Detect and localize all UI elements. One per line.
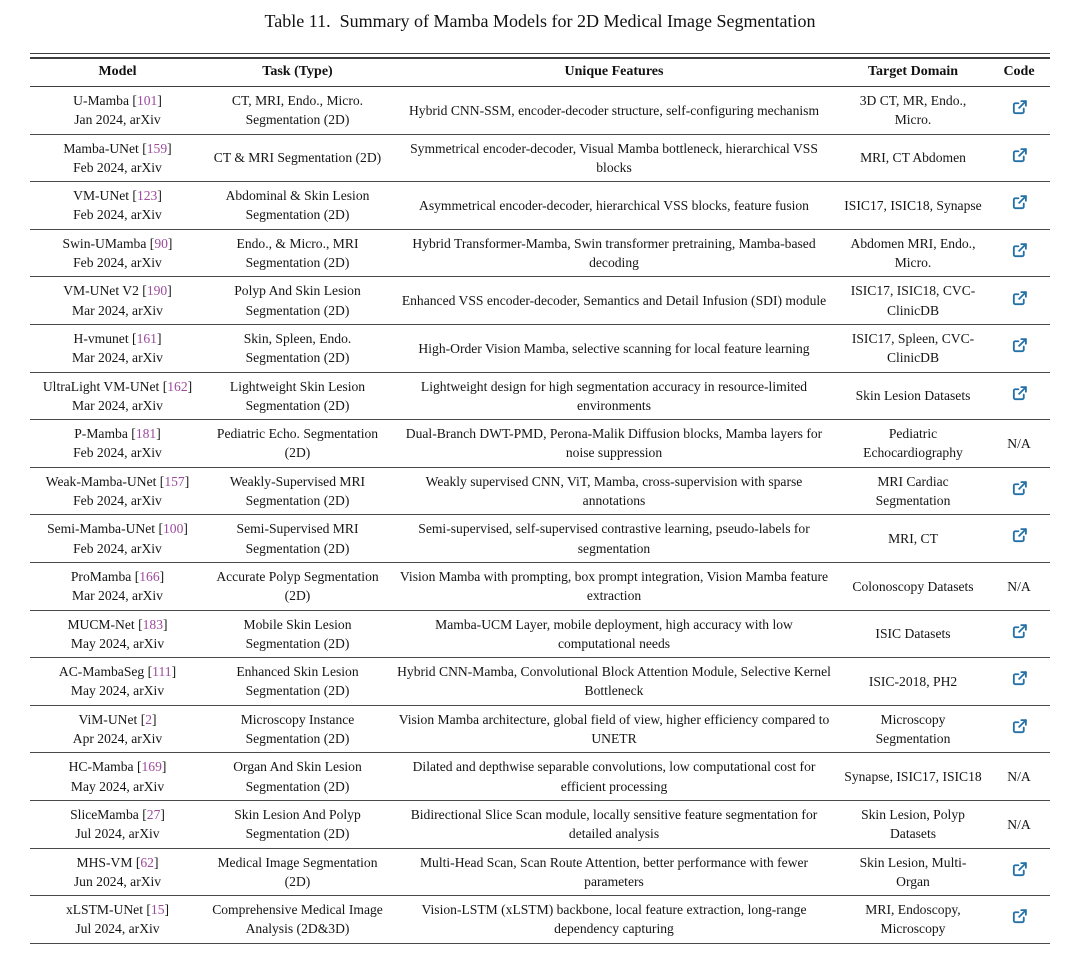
model-name: ProMamba [70,568,132,584]
model-name: ViM-UNet [78,711,138,727]
external-link-icon [1011,908,1028,925]
model-date: Jan 2024, arXiv [74,112,161,128]
code-link[interactable] [1011,480,1028,497]
model-title-line [36,91,199,110]
task-cell: Endo., & Micro., MRI Segmentation (2D) [205,229,390,277]
citation: [183] [138,616,168,632]
features-cell: Dual-Branch DWT-PMD, Perona-Malik Diffusion blocks, Mamba layers for noise suppression [390,420,838,468]
code-link[interactable] [1011,290,1028,307]
citation-number[interactable]: 111 [152,664,172,680]
table-row [30,800,1050,848]
model-title-line [36,710,199,729]
model-name: UltraLight VM-UNet [42,378,160,394]
model-title-line [36,472,199,491]
model-name: VM-UNet V2 [63,283,139,299]
citation-number[interactable]: 166 [139,568,160,584]
model-name: AC-MambaSeg [58,664,145,680]
external-link-icon [1011,385,1028,402]
summary-table [30,57,1050,944]
model-date: May 2024, arXiv [70,778,165,794]
code-link[interactable] [1011,861,1028,878]
citation: [166] [134,568,165,584]
model-title-line [36,805,199,824]
model-date: May 2024, arXiv [70,635,165,651]
task-cell: CT & MRI Segmentation (2D) [205,134,390,182]
task-cell: Weakly-Supervised MRI Segmentation (2D) [205,467,390,515]
table-row [30,562,1050,610]
citation-number[interactable]: 15 [150,902,165,918]
citation: [90] [149,235,173,251]
external-link-icon [1011,480,1028,497]
model-date: Apr 2024, arXiv [72,731,163,747]
domain-cell: ISIC-2018, PH2 [838,658,988,706]
task-cell: Lightweight Skin Lesion Segmentation (2D) [205,372,390,420]
model-title-line [36,424,199,443]
citation-number[interactable]: 159 [146,140,168,156]
features-cell: Vision Mamba with prompting, box prompt integration, Vision Mamba feature extraction [390,562,838,610]
model-name: HC-Mamba [68,759,134,775]
code-cell [988,277,1050,325]
domain-cell: MRI, CT Abdomen [838,134,988,182]
model-title-line [36,186,199,205]
task-cell: Medical Image Segmentation (2D) [205,848,390,896]
code-cell [988,134,1050,182]
domain-cell: 3D CT, MR, Endo., Micro. [838,87,988,135]
model-name: H-vmunet [73,330,129,346]
model-cell [30,562,205,610]
model-title-line [36,139,199,158]
task-cell: CT, MRI, Endo., Micro. Segmentation (2D) [205,87,390,135]
task-cell: Mobile Skin Lesion Segmentation (2D) [205,610,390,658]
features-cell: Semi-supervised, self-supervised contrastive learning, pseudo-labels for segmentation [390,515,838,563]
citation: [169] [136,759,167,775]
code-cell [988,372,1050,420]
model-title-line [36,519,199,538]
model-date: Jun 2024, arXiv [73,873,162,889]
external-link-icon [1011,623,1028,640]
citation: [62] [135,854,159,870]
code-na-label: N/A [1007,816,1031,832]
code-cell [988,610,1050,658]
code-link[interactable] [1011,99,1028,116]
model-cell [30,753,205,801]
code-cell [988,800,1050,848]
citation-number[interactable]: 161 [136,330,157,346]
model-date: Mar 2024, arXiv [72,350,163,366]
model-title-line [36,567,199,586]
table-row [30,753,1050,801]
code-na-label: N/A [1007,435,1031,451]
features-cell: Vision Mamba architecture, global field of view, higher efficiency compared to UNETR [390,705,838,753]
citation-number[interactable]: 181 [135,426,157,442]
citation-number[interactable]: 169 [141,759,162,775]
model-date: Feb 2024, arXiv [73,445,162,461]
model-date: Feb 2024, arXiv [73,255,162,271]
features-cell: Symmetrical encoder-decoder, Visual Mamba bottleneck, hierarchical VSS blocks [390,134,838,182]
code-link[interactable] [1011,670,1028,687]
code-link[interactable] [1011,527,1028,544]
model-name: xLSTM-UNet [65,902,143,918]
citation-number[interactable]: 123 [136,188,158,204]
model-title-line [36,853,199,872]
code-cell [988,658,1050,706]
features-cell: Asymmetrical encoder-decoder, hierarchical VSS blocks, feature fusion [390,182,838,230]
citation-number[interactable]: 2 [145,711,153,727]
features-cell: Mamba-UCM Layer, mobile deployment, high accuracy with low computational needs [390,610,838,658]
table-row [30,277,1050,325]
code-cell [988,87,1050,135]
domain-cell: ISIC17, ISIC18, CVC-ClinicDB [838,277,988,325]
external-link-icon [1011,242,1028,259]
code-cell [988,515,1050,563]
citation: [111] [147,664,177,680]
features-cell: Multi-Head Scan, Scan Route Attention, better performance with fewer parameters [390,848,838,896]
features-cell: Hybrid CNN-SSM, encoder-decoder structure, self-configuring mechanism [390,87,838,135]
table-row [30,848,1050,896]
model-name: U-Mamba [73,93,129,108]
task-cell: Skin, Spleen, Endo. Segmentation (2D) [205,324,390,372]
model-cell [30,800,205,848]
table-row [30,134,1050,182]
model-title-line [36,234,199,253]
model-cell [30,372,205,420]
model-date: Mar 2024, arXiv [72,588,163,604]
code-cell [988,848,1050,896]
code-cell [988,182,1050,230]
model-date: Feb 2024, arXiv [73,540,162,556]
model-title-line [36,329,199,348]
task-cell: Comprehensive Medical Image Analysis (2D&3D) [205,896,390,944]
model-name: SliceMamba [70,806,139,822]
citation: [15] [146,902,170,918]
model-title-line [36,662,199,681]
table-row [30,515,1050,563]
model-date: Feb 2024, arXiv [73,493,162,509]
domain-cell: Microscopy Segmentation [838,705,988,753]
table-body [30,87,1050,944]
task-cell: Accurate Polyp Segmentation (2D) [205,562,390,610]
code-na-label: N/A [1007,578,1031,594]
domain-cell: ISIC17, Spleen, CVC-ClinicDB [838,324,988,372]
table-row [30,610,1050,658]
citation-number[interactable]: 90 [154,235,168,251]
features-cell: Enhanced VSS encoder-decoder, Semantics and Detail Infusion (SDI) module [390,277,838,325]
table-row [30,229,1050,277]
header-code: Code [988,58,1050,87]
model-cell [30,848,205,896]
features-cell: Dilated and depthwise separable convolutions, low computational cost for efficient processing [390,753,838,801]
model-title-line [36,281,199,300]
header-unique-features: Unique Features [390,58,838,87]
model-name: Swin-UMamba [62,235,147,251]
citation-number[interactable]: 183 [142,616,163,632]
domain-cell: ISIC17, ISIC18, Synapse [838,182,988,230]
task-cell: Organ And Skin Lesion Segmentation (2D) [205,753,390,801]
external-link-icon [1011,670,1028,687]
task-cell: Abdominal & Skin Lesion Segmentation (2D) [205,182,390,230]
table-row [30,324,1050,372]
task-cell: Skin Lesion And Polyp Segmentation (2D) [205,800,390,848]
code-link[interactable] [1011,147,1028,164]
model-cell [30,324,205,372]
domain-cell: ISIC Datasets [838,610,988,658]
domain-cell: Abdomen MRI, Endo., Micro. [838,229,988,277]
model-name: Weak-Mamba-UNet [45,473,157,489]
external-link-icon [1011,337,1028,354]
model-date: Mar 2024, arXiv [72,302,163,318]
header-model: Model [30,58,205,87]
features-cell: High-Order Vision Mamba, selective scanning for local feature learning [390,324,838,372]
model-title-line [36,377,199,396]
model-cell [30,87,205,135]
code-link[interactable] [1011,242,1028,259]
table-row [30,705,1050,753]
external-link-icon [1011,861,1028,878]
model-name: P-Mamba [74,426,128,442]
summary-table-container [30,53,1050,944]
code-na-label: N/A [1007,768,1031,784]
model-cell [30,182,205,230]
citation: [181] [131,426,161,442]
table-row [30,87,1050,135]
code-link[interactable] [1011,623,1028,640]
model-name: MUCM-Net [67,616,135,632]
citation-number[interactable]: 162 [167,378,188,394]
table-row [30,658,1050,706]
domain-cell: Skin Lesion Datasets [838,372,988,420]
citation-number[interactable]: 101 [136,93,158,108]
model-cell [30,658,205,706]
model-name: Semi-Mamba-UNet [47,521,156,537]
model-cell [30,896,205,944]
model-date: Feb 2024, arXiv [73,159,162,175]
external-link-icon [1011,290,1028,307]
domain-cell: MRI, Endoscopy, Microscopy [838,896,988,944]
features-cell: Bidirectional Slice Scan module, locally sensitive feature segmentation for detailed analysis [390,800,838,848]
table-row [30,896,1050,944]
external-link-icon [1011,527,1028,544]
external-link-icon [1011,147,1028,164]
model-date: Feb 2024, arXiv [73,207,162,223]
code-link[interactable] [1011,337,1028,354]
citation-number[interactable]: 190 [146,283,168,299]
model-title-line [36,757,199,776]
header-target-domain: Target Domain [838,58,988,87]
page-title: Table 11. Summary of Mamba Models for 2D Medical Image Segmentation [264,11,816,31]
model-date: Jul 2024, arXiv [75,921,160,937]
citation: [123] [132,188,162,204]
task-cell: Enhanced Skin Lesion Segmentation (2D) [205,658,390,706]
citation-number[interactable]: 100 [162,521,184,537]
code-link[interactable] [1011,718,1028,735]
model-cell [30,515,205,563]
features-cell: Weakly supervised CNN, ViT, Mamba, cross-supervision with sparse annotations [390,467,838,515]
code-cell [988,229,1050,277]
model-name: VM-UNet [73,188,130,204]
model-date: Jul 2024, arXiv [75,826,160,842]
features-cell: Vision-LSTM (xLSTM) backbone, local feature extraction, long-range dependency capturing [390,896,838,944]
code-cell [988,705,1050,753]
table-row [30,420,1050,468]
model-title-line [36,900,199,919]
domain-cell: MRI, CT [838,515,988,563]
model-date: May 2024, arXiv [70,683,165,699]
header-row [30,58,1050,87]
domain-cell: Colonoscopy Datasets [838,562,988,610]
citation-number[interactable]: 62 [140,854,154,870]
model-date: Mar 2024, arXiv [72,397,163,413]
model-cell [30,134,205,182]
external-link-icon [1011,718,1028,735]
citation: [2] [140,711,157,727]
header-task: Task (Type) [205,58,390,87]
code-cell [988,562,1050,610]
model-name: Mamba-UNet [63,140,139,156]
external-link-icon [1011,99,1028,116]
citation: [100] [158,521,188,537]
task-cell: Semi-Supervised MRI Segmentation (2D) [205,515,390,563]
citation: [157] [159,473,190,489]
citation: [101] [132,93,162,108]
table-row [30,372,1050,420]
code-link[interactable] [1011,194,1028,211]
domain-cell: Synapse, ISIC17, ISIC18 [838,753,988,801]
model-cell [30,610,205,658]
domain-cell: Skin Lesion, Polyp Datasets [838,800,988,848]
citation-number[interactable]: 27 [146,806,161,822]
table-row [30,182,1050,230]
code-cell [988,753,1050,801]
task-cell: Pediatric Echo. Segmentation (2D) [205,420,390,468]
model-cell [30,705,205,753]
code-cell [988,324,1050,372]
task-cell: Microscopy Instance Segmentation (2D) [205,705,390,753]
code-link[interactable] [1011,908,1028,925]
task-cell: Polyp And Skin Lesion Segmentation (2D) [205,277,390,325]
features-cell: Lightweight design for high segmentation accuracy in resource-limited environments [390,372,838,420]
model-cell [30,229,205,277]
code-cell [988,420,1050,468]
model-cell [30,467,205,515]
model-cell [30,420,205,468]
features-cell: Hybrid Transformer-Mamba, Swin transformer pretraining, Mamba-based decoding [390,229,838,277]
external-link-icon [1011,194,1028,211]
code-cell [988,896,1050,944]
code-link[interactable] [1011,385,1028,402]
domain-cell: Skin Lesion, Multi-Organ [838,848,988,896]
model-title-line [36,615,199,634]
model-cell [30,277,205,325]
model-name: MHS-VM [76,854,133,870]
domain-cell: MRI Cardiac Segmentation [838,467,988,515]
citation: [161] [132,330,162,346]
citation-number[interactable]: 157 [164,473,185,489]
citation: [162] [162,378,193,394]
code-cell [988,467,1050,515]
domain-cell: Pediatric Echocardiography [838,420,988,468]
citation: [159] [142,140,172,156]
table-row [30,467,1050,515]
features-cell: Hybrid CNN-Mamba, Convolutional Block Attention Module, Selective Kernel Bottleneck [390,658,838,706]
citation: [190] [142,283,172,299]
citation: [27] [142,806,165,822]
